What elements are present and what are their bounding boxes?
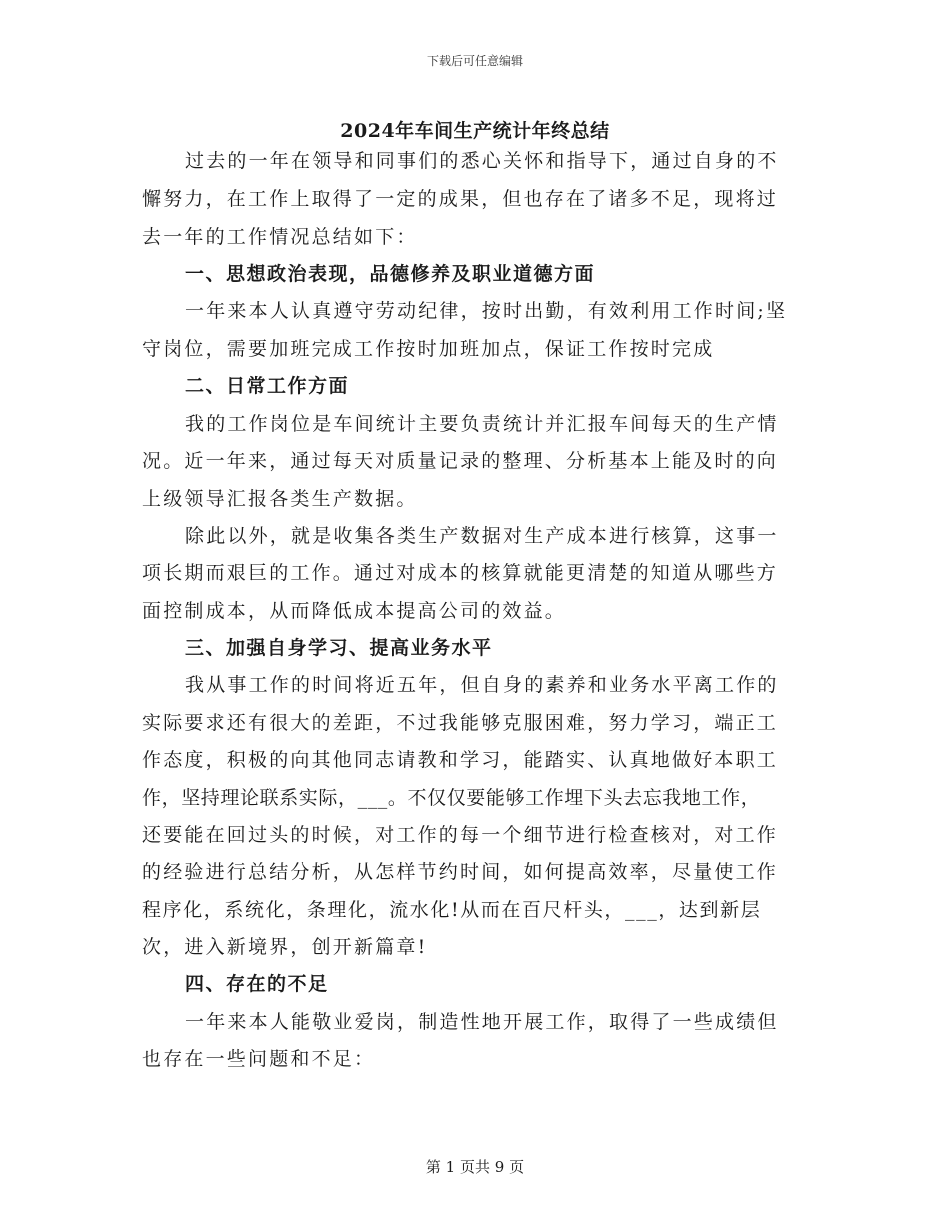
section-1-line-2: 守岗位，需要加班完成工作按时加班加点，保证工作按时完成 (142, 338, 715, 360)
section-2-para-1-line-2: 况。近一年来，通过每天对质量记录的整理、分析基本上能及时的向 (142, 450, 779, 472)
section-3-line-5: 还要能在回过头的时候，对工作的每一个细节进行检查核对，对工作 (142, 824, 779, 846)
section-4-line-2: 也存在一些问题和不足： (142, 1048, 376, 1070)
section-3-heading: 三、加强自身学习、提高业务水平 (185, 637, 493, 659)
page-header-note: 下载后可任意编辑 (426, 54, 523, 68)
intro-line-1: 过去的一年在领导和同事们的悉心关怀和指导下，通过自身的不 (185, 150, 779, 172)
section-3-line-6: 的经验进行总结分析，从怎样节约时间，如何提高效率，尽量使工作 (142, 861, 779, 883)
section-3-line-7: 程序化，系统化，条理化，流水化!从而在百尺杆头，___，达到新层 (142, 899, 762, 921)
section-3-line-8: 次，进入新境界，创开新篇章! (142, 936, 428, 958)
section-2-heading: 二、日常工作方面 (185, 375, 350, 397)
intro-line-3: 去一年的工作情况总结如下： (142, 226, 418, 248)
section-1-heading: 一、思想政治表现，品德修养及职业道德方面 (185, 263, 596, 285)
section-4-line-1: 一年来本人能敬业爱岗，制造性地开展工作，取得了一些成绩但 (185, 1011, 779, 1033)
section-2-para-1-line-3: 上级领导汇报各类生产数据。 (142, 488, 418, 510)
section-3-line-4: 作，坚持理论联系实际，___。不仅仅要能够工作埋下头去忘我地工作， (142, 787, 761, 809)
section-2-para-2-line-3: 面控制成本，从而降低成本提高公司的效益。 (142, 600, 567, 622)
intro-line-2: 懈努力，在工作上取得了一定的成果，但也存在了诸多不足，现将过 (142, 188, 779, 210)
section-3-line-1: 我从事工作的时间将近五年，但自身的素养和业务水平离工作的 (185, 674, 779, 696)
page-footer-number: 第 1 页共 9 页 (425, 1158, 525, 1176)
section-2-para-1-line-1: 我的工作岗位是车间统计主要负责统计并汇报车间每天的生产情 (185, 413, 779, 435)
section-4-heading: 四、存在的不足 (185, 973, 329, 995)
section-2-para-2-line-2: 项长期而艰巨的工作。通过对成本的核算就能更清楚的知道从哪些方 (142, 562, 779, 584)
section-2-para-2-line-1: 除此以外，就是收集各类生产数据对生产成本进行核算，这事一 (185, 525, 779, 547)
document-title: 2024年车间生产统计年终总结 (340, 120, 610, 142)
section-3-line-2: 实际要求还有很大的差距，不过我能够克服困难，努力学习，端正工 (142, 712, 779, 734)
section-3-line-3: 作态度，积极的向其他同志请教和学习，能踏实、认真地做好本职工 (142, 749, 779, 771)
section-1-line-1: 一年来本人认真遵守劳动纪律，按时出勤，有效利用工作时间;坚 (185, 300, 788, 322)
